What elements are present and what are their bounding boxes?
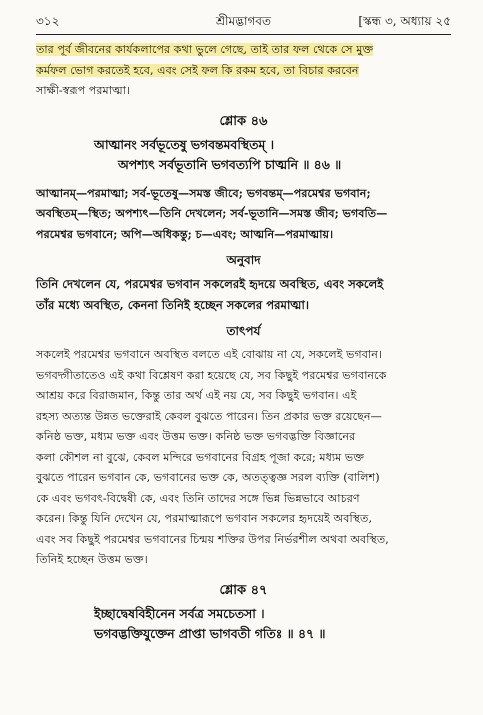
purport-line-2: ভগবদ্গীতাতেও এই কথা বিশ্লেষণ করা হয়েছে যে, সব কিছুই পরমেশ্বর ভগবানকে bbox=[36, 368, 387, 382]
canto-chapter: [স্কন্ধ ৩, অধ্যায় ২৫ bbox=[358, 14, 451, 28]
synonyms-line-3: পরমেশ্বর ভগবানে; অপি—অধিকন্তু; চ—এবং; আত্মনি—পরমাত্মায়। bbox=[36, 226, 334, 241]
purport-line-6: কলা কৌশল না বুঝে, কেবল মন্দিরে ভগবানের বিগ্রহ পূজা করে; মধ্যম ভক্ত bbox=[36, 450, 365, 464]
synonyms-line-2: অবস্থিতম্—স্থিত; অপশ্যৎ—তিনি দেখলেন; সর্ব-ভূতানি—সমস্ত জীব; ভগবতি— bbox=[36, 206, 388, 220]
purport-line-1: সকলেই পরমেশ্বর ভগবানে অবস্থিত বলতে এই বোঝায় না যে, সকলেই ভগবান। bbox=[36, 348, 382, 361]
verse-47-line-1: ইচ্ছাদ্বেষবিহীনেন সর্বত্র সমচেতসা । bbox=[94, 605, 265, 621]
purport-line-10: এবং সব কিছুই পরমেশ্বর ভগবানের চিন্ময় শক্তির উপর নির্ভরশীল অথবা অবস্থিত, bbox=[36, 532, 389, 546]
purport-heading: তাৎপর্য bbox=[226, 324, 261, 338]
verse-47-line-2: ভগবদ্ভক্তিযুক্তেন প্রাপ্তা ভাগবতী গতিঃ ॥ ৪৭ ॥ bbox=[94, 625, 326, 641]
verse-47-heading: শ্লোক ৪৭ bbox=[219, 582, 268, 598]
purport-line-4: রহস্য অত্যন্ত উন্নত ভক্তেরাই কেবল বুঝতে পারেন। তিন প্রকার ভক্ত রয়েছেন— bbox=[36, 409, 382, 423]
verse-46-line-1: আত্মানং সর্বভূতেষু ভগবন্তমবস্থিতম্ । bbox=[94, 136, 274, 152]
purport-line-8: কে এবং ভগবৎ-বিদ্বেষী কে, এবং তিনি তাদের সঙ্গে ভিন্ন ভিন্নভাবে আচরণ bbox=[36, 491, 360, 505]
verse-46-heading: শ্লোক ৪৬ bbox=[219, 113, 268, 129]
purport-line-11: তিনিই হচ্ছেন উত্তম ভক্ত। bbox=[36, 553, 148, 566]
translation-line-2: তাঁর মধ্যে অবস্থিত, কেননা তিনিই হচ্ছেন সকলের পরমাত্মা। bbox=[36, 297, 309, 312]
translation-heading: অনুবাদ bbox=[226, 253, 261, 267]
purport-line-5: কনিষ্ঠ ভক্ত, মধ্যম ভক্ত এবং উত্তম ভক্ত। কনিষ্ঠ ভক্ত ভগবদ্ভক্তি বিজ্ঞানের bbox=[36, 430, 356, 443]
verse-46-line-2: অপশ্যৎ সর্বভূতানি ভগবত্যপি চাত্মনি ॥ ৪৬ ॥ bbox=[118, 156, 342, 172]
page-content bbox=[36, 40, 451, 644]
intro-line-2: কর্মফল ভোগ করতেই হবে, এবং সেই ফল কি রকম হবে, তা বিচার করবেন bbox=[36, 63, 359, 77]
header-rule bbox=[36, 34, 451, 35]
translation-paragraph bbox=[36, 274, 451, 315]
book-title: শ্রীমদ্ভাগবত bbox=[215, 14, 271, 28]
purport-line-7: বুঝতে পারেন ভগবান কে, ভগবানের ভক্ত কে, অতত্ত্বজ্ঞ সরল ব্যক্তি (বালিশ) bbox=[36, 471, 380, 484]
running-header bbox=[36, 13, 451, 35]
page-number: ৩১২ bbox=[36, 14, 60, 28]
purport-paragraph bbox=[36, 345, 451, 571]
purport-line-9: করেন। কিন্তু যিনি দেখেন যে, পরমাত্মারূপে ভগবান সকলের হৃদয়েই অবস্থিত, bbox=[36, 512, 373, 525]
intro-line-3: সাক্ষী-স্বরূপ পরমাত্মা। bbox=[36, 84, 131, 97]
translation-line-1: তিনি দেখলেন যে, পরমেশ্বর ভগবান সকলেরই হৃদয়ে অবস্থিত, এবং সকলেই bbox=[36, 277, 384, 291]
intro-paragraph bbox=[36, 40, 451, 102]
synonyms-paragraph bbox=[36, 183, 451, 245]
synonyms-line-1: আত্মানম্—পরমাত্মা; সর্ব-ভূতেষু—সমস্ত জীবে; ভগবন্তম্—পরমেশ্বর ভগবান; bbox=[36, 185, 371, 200]
purport-line-3: আশ্রয় করে বিরাজমান, কিন্তু তার অর্থ এই নয় যে, সব কিছুই ভগবান। এই bbox=[36, 389, 357, 402]
intro-line-1: তার পূর্ব জীবনের কার্যকলাপের কথা ভুলে গেছে, তাই তার ফল থেকে সে মুক্ত bbox=[36, 43, 374, 56]
